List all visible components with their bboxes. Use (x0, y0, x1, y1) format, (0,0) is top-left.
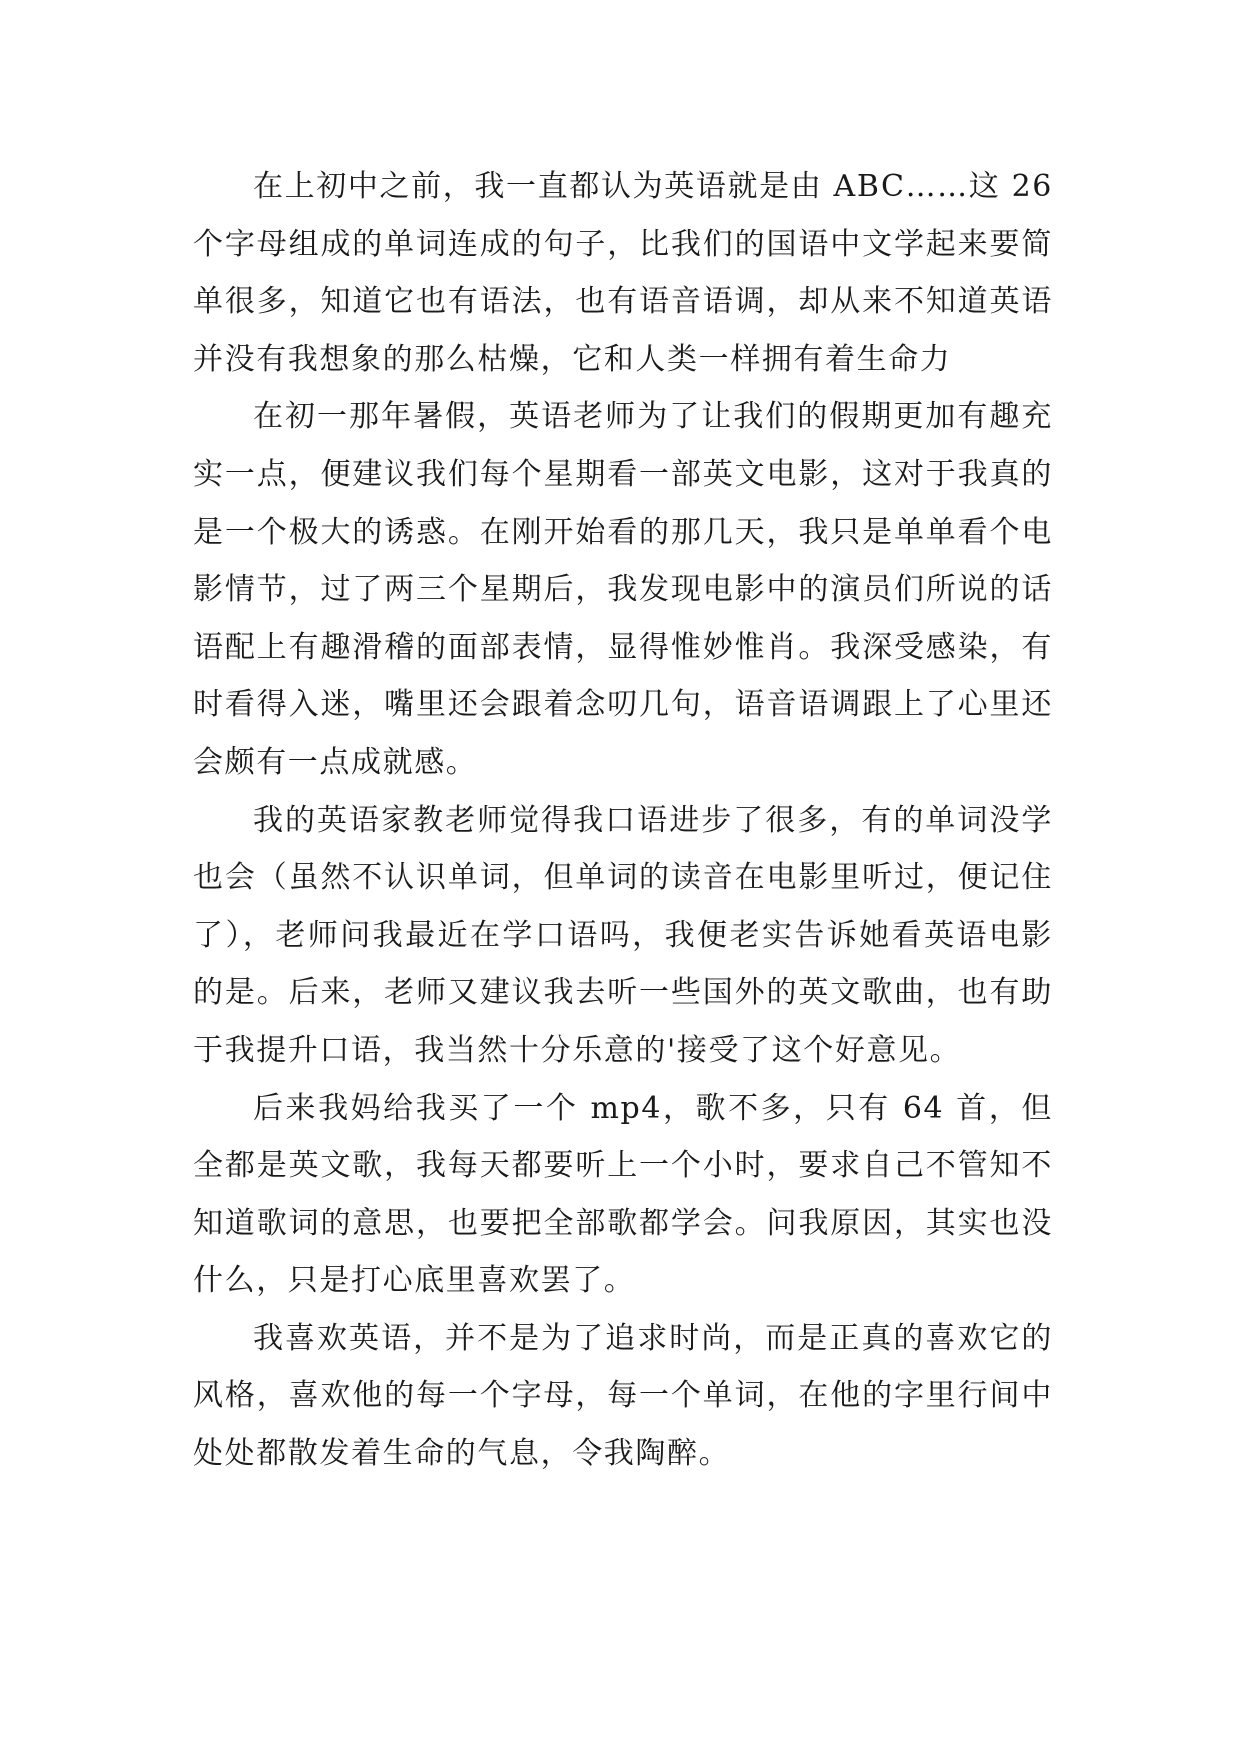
paragraph-1: 在上初中之前，我一直都认为英语就是由 ABC……这 26 个字母组成的单词连成的句子，比我们的国语中文学起来要简单很多，知道它也有语法，也有语音语调，却从来不知道英语并没有我想象的那么枯燥，它和人类一样拥有着生命力 (193, 169, 1053, 377)
paragraph-2: 在初一那年暑假，英语老师为了让我们的假期更加有趣充实一点，便建议我们每个星期看一部英文电影，这对于我真的是一个极大的诱惑。在刚开始看的那几天，我只是单单看个电影情节，过了两三个星期后，我发现电影中的演员们所说的话语配上有趣滑稽的面部表情，显得惟妙惟肖。我深受感染，有时看得入迷，嘴里还会跟着念叨几句，语音语调跟上了心里还会颇有一点成就感。 (193, 399, 1053, 780)
paragraph-5: 我喜欢英语，并不是为了追求时尚，而是正真的喜欢它的风格，喜欢他的每一个字母，每一个单词，在他的字里行间中处处都散发着生命的气息，令我陶醉。 (193, 1320, 1053, 1472)
paragraph-3: 我的英语家教老师觉得我口语进步了很多，有的单词没学也会（虽然不认识单词，但单词的读音在电影里听过，便记住了），老师问我最近在学口语吗，我便老实告诉她看英语电影的是。后来，老师又建议我去听一些国外的英文歌曲，也有助于我提升口语，我当然十分乐意的'接受了这个好意见。 (193, 802, 1053, 1068)
paragraph-4: 后来我妈给我买了一个 mp4，歌不多，只有 64 首，但全都是英文歌，我每天都要听上一个小时，要求自己不管知不知道歌词的意思，也要把全部歌都学会。问我原因，其实也没什么，只是打心底里喜欢罢了。 (193, 1090, 1053, 1299)
essay-body (193, 158, 1053, 1483)
